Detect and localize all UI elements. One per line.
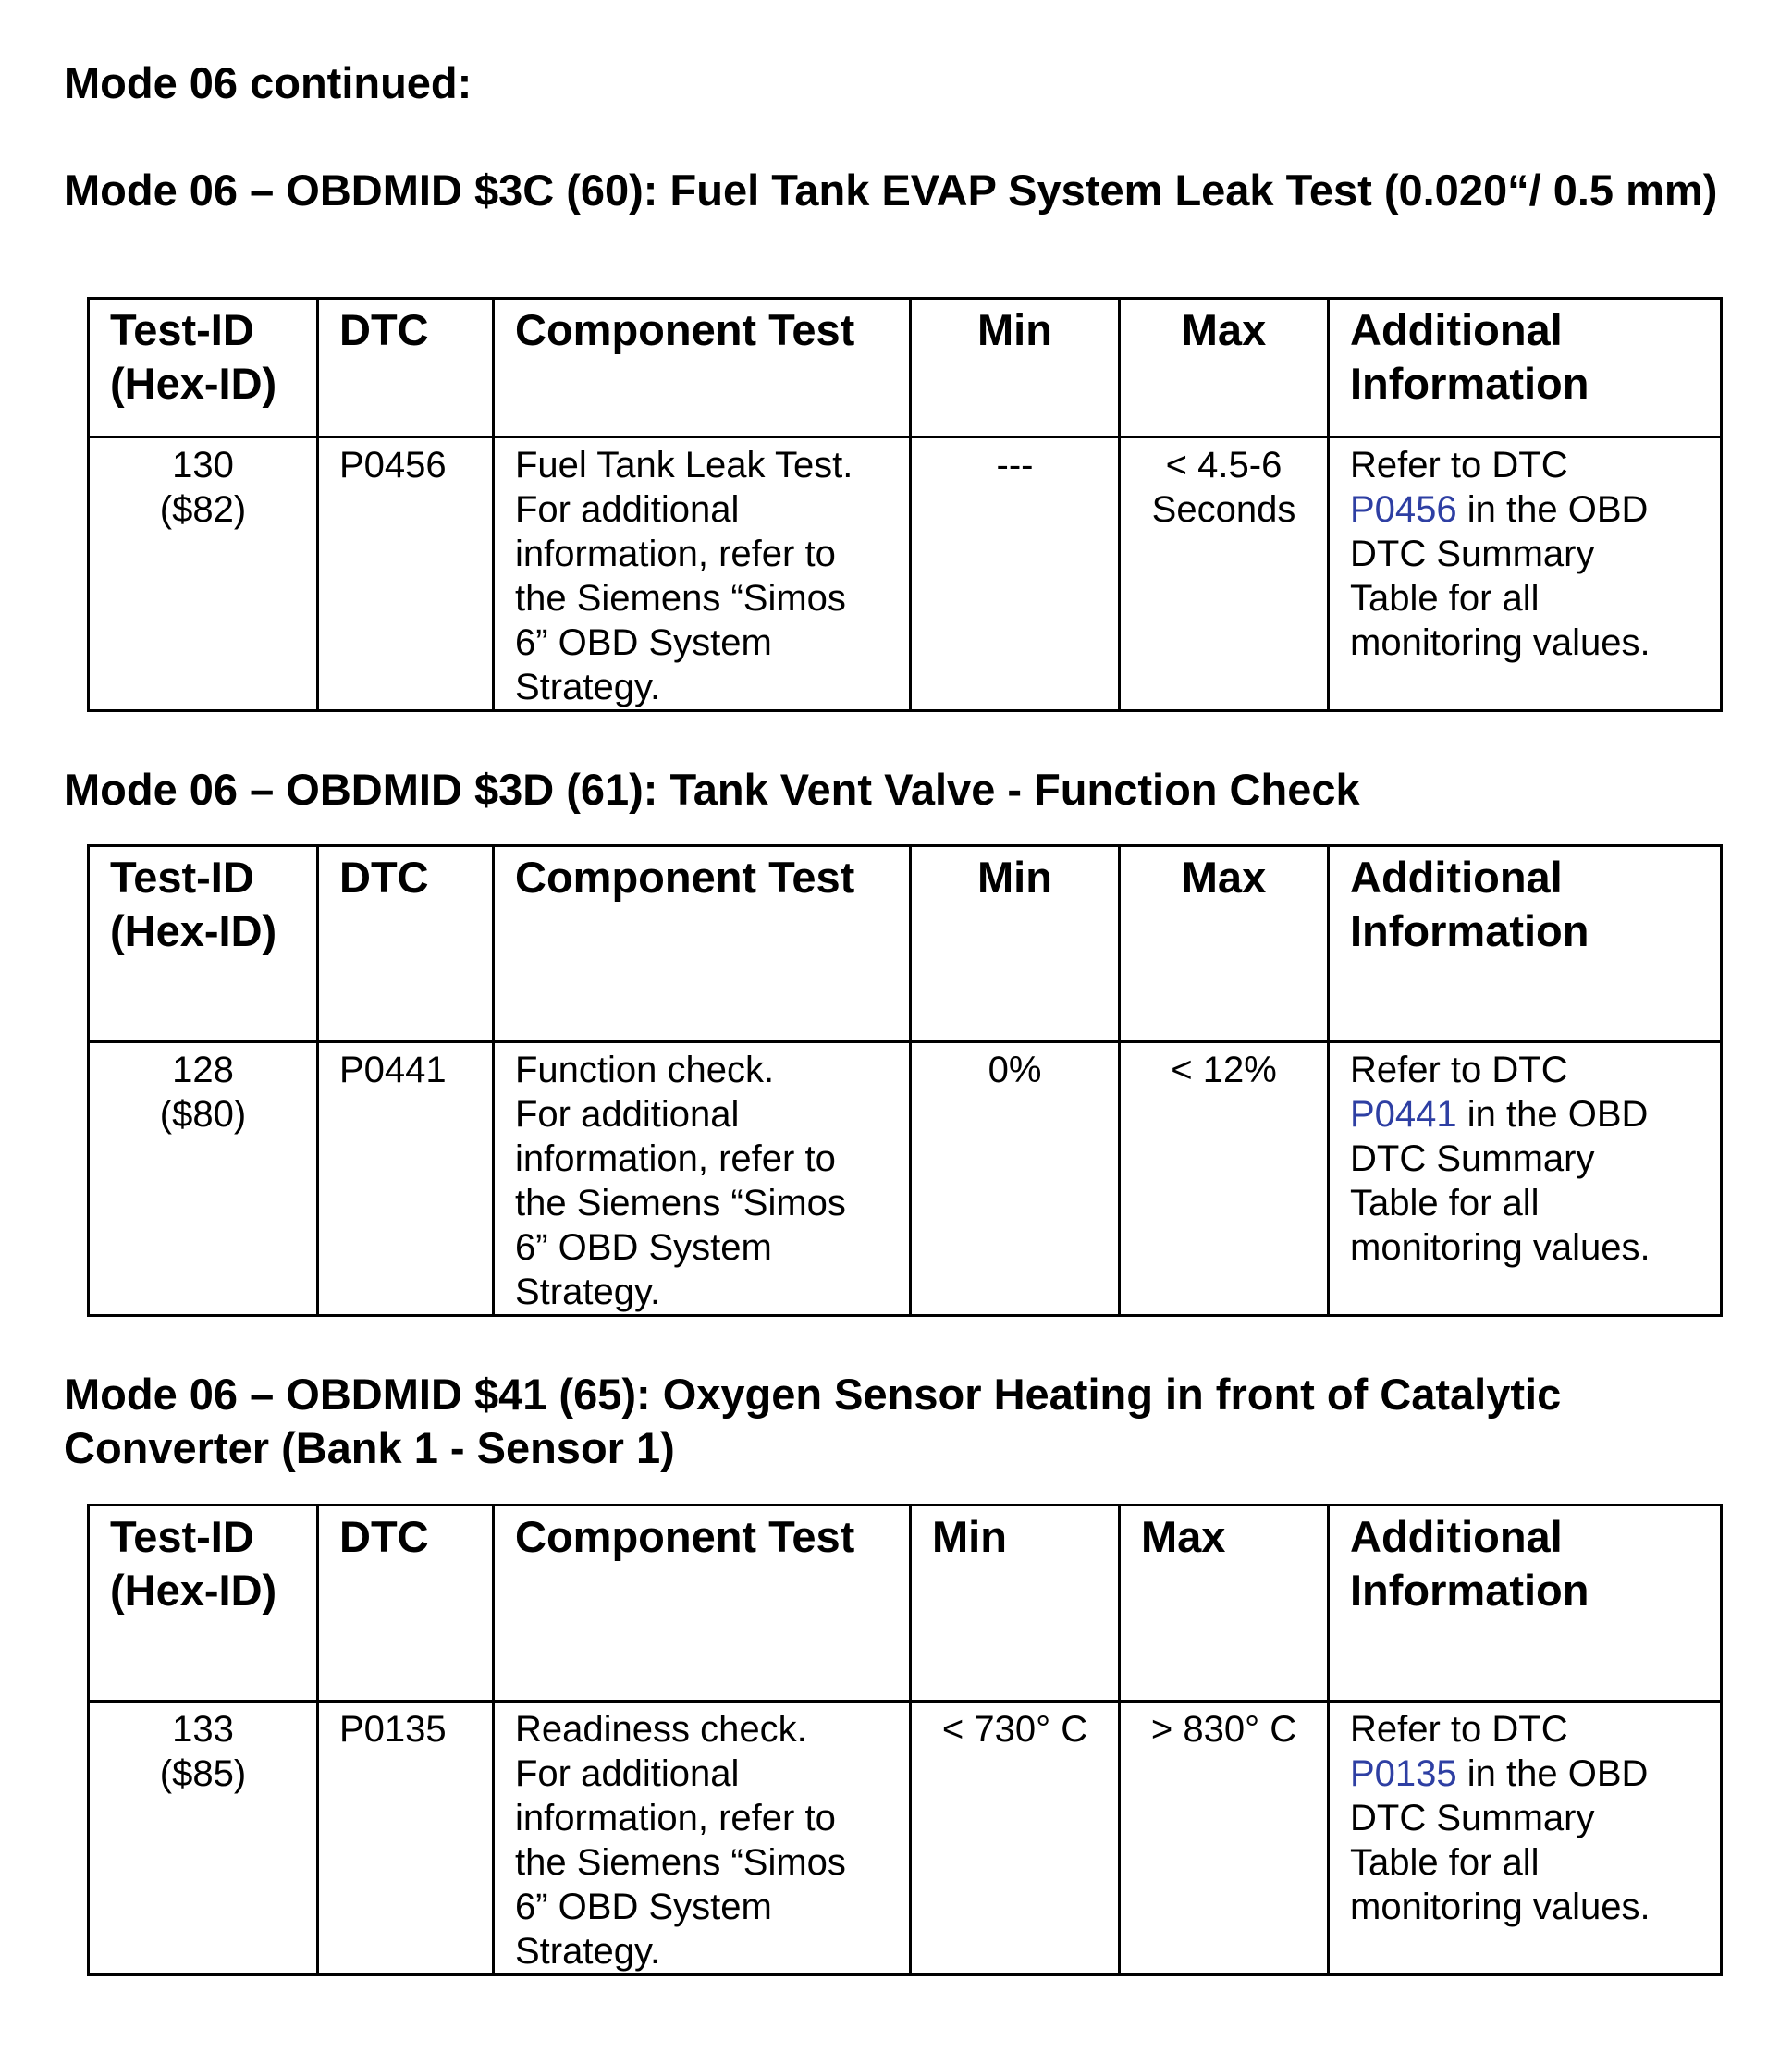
table-obdmid-3c — [87, 297, 1723, 712]
header-component-test: Component Test — [494, 299, 911, 437]
cell-test-id: 130 ($82) — [89, 437, 318, 711]
info-suffix: in the OBD DTC Summary Table for all monitoring values. — [1350, 1753, 1651, 1927]
header-max: Max — [1120, 299, 1329, 437]
table-obdmid-41 — [87, 1504, 1723, 1976]
header-additional-info: Additional Information — [1329, 846, 1722, 1042]
section-title-obdmid-41: Mode 06 – OBDMID $41 (65): Oxygen Sensor Heating in front of Catalytic Converter (Bank 1 - Sensor 1) — [64, 1370, 1562, 1472]
header-max: Max — [1120, 846, 1329, 1042]
cell-min: 0% — [911, 1042, 1120, 1316]
table-header-row — [89, 1506, 1722, 1702]
header-dtc: DTC — [318, 299, 494, 437]
header-min: Min — [911, 299, 1120, 437]
cell-additional-info — [1329, 1042, 1722, 1316]
header-min: Min — [911, 1506, 1120, 1702]
header-additional-info: Additional Information — [1329, 299, 1722, 437]
info-prefix: Refer to DTC — [1350, 445, 1568, 486]
info-prefix: Refer to DTC — [1350, 1050, 1568, 1090]
cell-min: --- — [911, 437, 1120, 711]
table-row — [89, 437, 1722, 711]
dtc-link-p0135[interactable]: P0135 — [1350, 1753, 1457, 1794]
header-component-test: Component Test — [494, 1506, 911, 1702]
header-test-id: Test-ID (Hex-ID) — [89, 299, 318, 437]
table-row — [89, 1702, 1722, 1975]
header-component-test: Component Test — [494, 846, 911, 1042]
page-heading: Mode 06 continued: — [64, 58, 473, 107]
header-dtc: DTC — [318, 846, 494, 1042]
cell-max: > 830° C — [1120, 1702, 1329, 1975]
info-suffix: in the OBD DTC Summary Table for all monitoring values. — [1350, 1094, 1651, 1268]
info-prefix: Refer to DTC — [1350, 1709, 1568, 1750]
table-row — [89, 1042, 1722, 1316]
table-header-row — [89, 846, 1722, 1042]
cell-max: < 12% — [1120, 1042, 1329, 1316]
header-min: Min — [911, 846, 1120, 1042]
info-suffix: in the OBD DTC Summary Table for all monitoring values. — [1350, 489, 1651, 663]
dtc-link-p0456[interactable]: P0456 — [1350, 489, 1457, 530]
table-header-row — [89, 299, 1722, 437]
header-additional-info: Additional Information — [1329, 1506, 1722, 1702]
header-max: Max — [1120, 1506, 1329, 1702]
cell-min: < 730° C — [911, 1702, 1120, 1975]
cell-component-test: Function check. For additional information, refer to the Siemens “Simos 6” OBD System Strategy. — [494, 1042, 911, 1316]
header-test-id: Test-ID (Hex-ID) — [89, 846, 318, 1042]
cell-test-id: 133 ($85) — [89, 1702, 318, 1975]
header-test-id: Test-ID (Hex-ID) — [89, 1506, 318, 1702]
cell-max: < 4.5-6 Seconds — [1120, 437, 1329, 711]
cell-additional-info — [1329, 1702, 1722, 1975]
header-dtc: DTC — [318, 1506, 494, 1702]
cell-additional-info — [1329, 437, 1722, 711]
cell-component-test: Fuel Tank Leak Test. For additional information, refer to the Siemens “Simos 6” OBD System Strategy. — [494, 437, 911, 711]
cell-dtc: P0135 — [318, 1702, 494, 1975]
cell-dtc: P0441 — [318, 1042, 494, 1316]
section-title-obdmid-3c: Mode 06 – OBDMID $3C (60): Fuel Tank EVAP System Leak Test (0.020“/ 0.5 mm) — [64, 166, 1718, 215]
section-title-obdmid-3d: Mode 06 – OBDMID $3D (61): Tank Vent Valve - Function Check — [64, 765, 1360, 814]
dtc-link-p0441[interactable]: P0441 — [1350, 1094, 1457, 1135]
cell-dtc: P0456 — [318, 437, 494, 711]
cell-test-id: 128 ($80) — [89, 1042, 318, 1316]
table-obdmid-3d — [87, 844, 1723, 1317]
cell-component-test: Readiness check. For additional information, refer to the Siemens “Simos 6” OBD System Strategy. — [494, 1702, 911, 1975]
